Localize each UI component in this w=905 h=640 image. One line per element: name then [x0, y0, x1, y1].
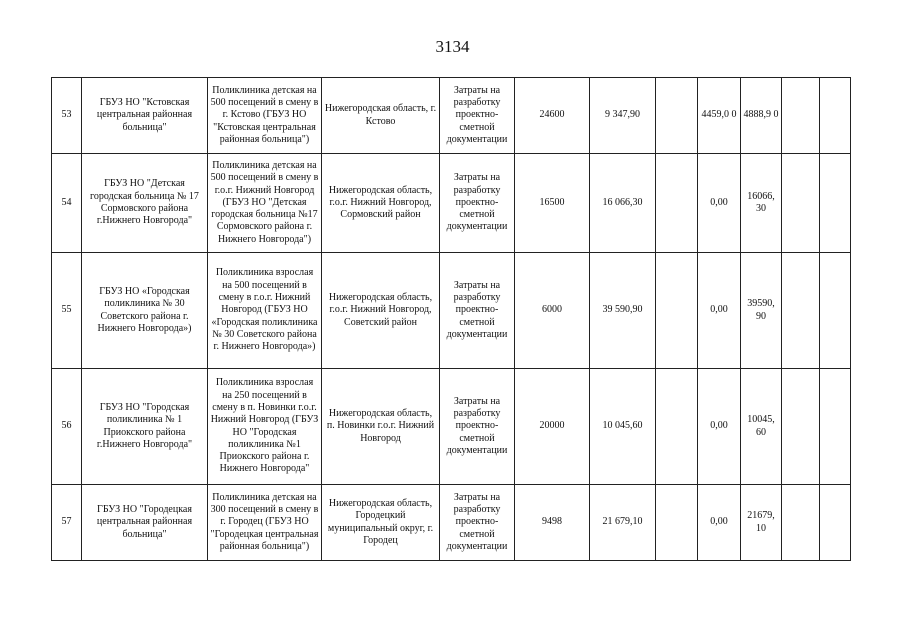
- cost-cell: 9 347,90: [590, 78, 656, 154]
- value-cell: [820, 154, 851, 253]
- cost-cell: 39 590,90: [590, 253, 656, 369]
- organization-cell: ГБУЗ НО "Детская городская больница № 17 Сормовского района г.Нижнего Новгорода": [82, 154, 208, 253]
- organization-cell: ГБУЗ НО «Городская поликлиника № 30 Советского района г. Нижнего Новгорода»): [82, 253, 208, 369]
- capacity-cell: 16500: [515, 154, 590, 253]
- category-cell: Затраты на разработку проектно-сметной документации: [440, 154, 515, 253]
- object-cell: Поликлиника взрослая на 500 посещений в смену в г.о.г. Нижний Новгород (ГБУЗ НО «Городская поликлиника № 30 Советского района г. Нижнего Новгорода»): [208, 253, 322, 369]
- value-cell: [782, 78, 820, 154]
- row-number: 53: [52, 78, 82, 154]
- location-cell: Нижегородская область, г. Кстово: [322, 78, 440, 154]
- value-cell: [782, 485, 820, 561]
- location-cell: Нижегородская область, п. Новинки г.о.г. Нижний Новгород: [322, 369, 440, 485]
- category-cell: Затраты на разработку проектно-сметной документации: [440, 253, 515, 369]
- row-number: 54: [52, 154, 82, 253]
- location-cell: Нижегородская область, Городецкий муниципальный округ, г. Городец: [322, 485, 440, 561]
- row-number: 57: [52, 485, 82, 561]
- value-cell: [820, 485, 851, 561]
- value-cell: 4888,9 0: [741, 78, 782, 154]
- row-number: 55: [52, 253, 82, 369]
- value-cell: 0,00: [698, 485, 741, 561]
- object-cell: Поликлиника детская на 500 посещений в смену в г. Кстово (ГБУЗ НО "Кстовская центральная районная больница"): [208, 78, 322, 154]
- object-cell: Поликлиника детская на 300 посещений в смену в г. Городец (ГБУЗ НО "Городецкая центральная районная больница"): [208, 485, 322, 561]
- value-cell: [782, 154, 820, 253]
- capacity-cell: 24600: [515, 78, 590, 154]
- value-cell: [782, 369, 820, 485]
- value-cell: 39590, 90: [741, 253, 782, 369]
- value-cell: 4459,0 0: [698, 78, 741, 154]
- location-cell: Нижегородская область, г.о.г. Нижний Новгород, Сормовский район: [322, 154, 440, 253]
- budget-table: [51, 77, 851, 561]
- value-cell: 21679, 10: [741, 485, 782, 561]
- value-cell: [656, 485, 698, 561]
- category-cell: Затраты на разработку проектно-сметной документации: [440, 485, 515, 561]
- table-row: [52, 253, 851, 369]
- value-cell: 0,00: [698, 369, 741, 485]
- value-cell: 16066, 30: [741, 154, 782, 253]
- table-row: [52, 485, 851, 561]
- value-cell: [782, 253, 820, 369]
- value-cell: [656, 253, 698, 369]
- value-cell: 10045, 60: [741, 369, 782, 485]
- cost-cell: 21 679,10: [590, 485, 656, 561]
- organization-cell: ГБУЗ НО "Кстовская центральная районная больница": [82, 78, 208, 154]
- value-cell: 0,00: [698, 253, 741, 369]
- value-cell: [820, 369, 851, 485]
- table-row: [52, 154, 851, 253]
- value-cell: [820, 78, 851, 154]
- value-cell: [820, 253, 851, 369]
- page-number: 3134: [435, 37, 470, 56]
- value-cell: 0,00: [698, 154, 741, 253]
- capacity-cell: 9498: [515, 485, 590, 561]
- object-cell: Поликлиника детская на 500 посещений в смену в г.о.г. Нижний Новгород (ГБУЗ НО "Детская городская больница №17 Сормовского района г. Нижнего Новгорода"): [208, 154, 322, 253]
- capacity-cell: 20000: [515, 369, 590, 485]
- category-cell: Затраты на разработку проектно-сметной документации: [440, 78, 515, 154]
- cost-cell: 10 045,60: [590, 369, 656, 485]
- cost-cell: 16 066,30: [590, 154, 656, 253]
- table-row: [52, 78, 851, 154]
- capacity-cell: 6000: [515, 253, 590, 369]
- value-cell: [656, 154, 698, 253]
- organization-cell: ГБУЗ НО "Городская поликлиника № 1 Приокского района г.Нижнего Новгорода": [82, 369, 208, 485]
- category-cell: Затраты на разработку проектно-сметной документации: [440, 369, 515, 485]
- value-cell: [656, 369, 698, 485]
- organization-cell: ГБУЗ НО "Городецкая центральная районная больница": [82, 485, 208, 561]
- location-cell: Нижегородская область, г.о.г. Нижний Новгород, Советский район: [322, 253, 440, 369]
- object-cell: Поликлиника взрослая на 250 посещений в смену в п. Новинки г.о.г. Нижний Новгород (ГБУЗ НО "Городская поликлиника №1 Приокского района г. Нижнего Новгорода": [208, 369, 322, 485]
- table-row: [52, 369, 851, 485]
- row-number: 56: [52, 369, 82, 485]
- value-cell: [656, 78, 698, 154]
